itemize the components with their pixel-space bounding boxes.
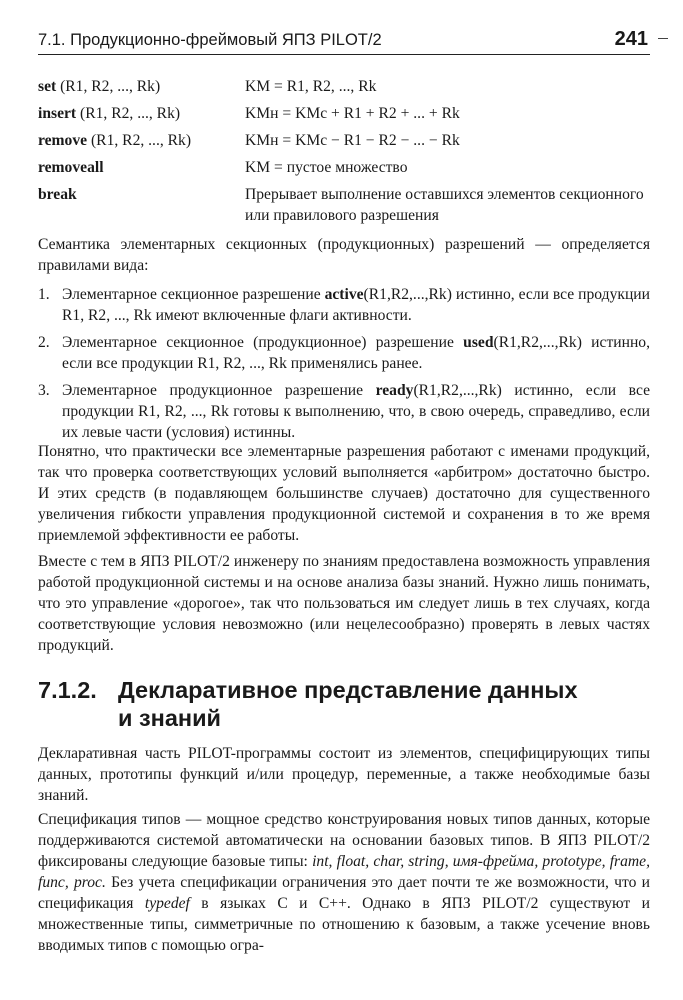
list-item — [38, 380, 650, 443]
body-paragraph: Понятно, что практически все элементарные разрешения работают с именами продукций, так что проверка соответствующих условий выполняется «арбитром» достаточно быстро. И этих средств (в подавляющем большинстве случаев) достаточно для существенного увеличения гибкости управления продукционной системой и сохранения в то же время приемлемой эффективности ее работы. — [38, 443, 650, 544]
body-paragraph — [38, 809, 650, 956]
rule-text-post: (R1,R2,...,Rk) истинно, если все продукции R1, R2, ..., Rk готовы к выполнению, что, в свою очередь, справедливо, если их левые части (условия) истинны. — [62, 382, 650, 441]
operation-signature — [38, 184, 245, 226]
operation-description: Прерывает выполнение оставшихся элементов секционного или правилового разрешения — [245, 186, 644, 224]
list-number: 2. — [38, 334, 50, 351]
operation-description: KM = пустое множество — [245, 159, 408, 176]
section-number: 7.1.2. — [38, 677, 97, 703]
operation-signature — [38, 157, 245, 178]
paragraph-arbiter — [38, 441, 650, 546]
list-text — [62, 380, 650, 443]
rule-text-post: (R1,R2,...,Rk) истинно, если все продукции R1, R2, ..., Rk имеют включенные флаги активности. — [62, 286, 650, 324]
operation-row — [38, 103, 650, 124]
paragraph-control — [38, 551, 650, 656]
base-types-list: int, float, char, string, имя-фрейма, prototype, frame, func, proc. — [38, 853, 650, 891]
operations-table — [38, 76, 650, 232]
section-title-line1: Декларативное представление данных — [118, 677, 578, 703]
list-number: 3. — [38, 382, 50, 399]
operation-signature — [38, 130, 245, 151]
operation-args: (R1, R2, ..., Rk) — [56, 78, 161, 95]
rule-text-pre: Элементарное продукционное разрешение — [62, 382, 376, 399]
operation-keyword: insert — [38, 105, 77, 122]
body-paragraph: Вместе с тем в ЯПЗ PILOT/2 инженеру по знаниям предоставлена возможность управления работой продукционной системы и на основе анализа базы знаний. Нужно лишь понимать, что это управление «дорогое», так что пользоваться им следует лишь в тех случаях, когда соответствующие условия невозможно (или нецелесообразно) проверять в левых частях продукций. — [38, 553, 650, 654]
rule-text-pre: Элементарное секционное (продукционное) разрешение — [62, 334, 464, 351]
operation-description: KMн = KMc − R1 − R2 − ... − Rk — [245, 132, 460, 149]
chapter-title: 7.1. Продукционно-фреймовый ЯПЗ PILOT/2 — [38, 31, 382, 49]
operation-keyword: remove — [38, 132, 88, 149]
types-text-b: Без учета спецификации ограничения это дает почти те же возможности, что и спецификация — [38, 874, 650, 912]
semantics-intro — [38, 234, 650, 276]
paragraph-declarative — [38, 743, 650, 806]
operation-keyword: set — [38, 78, 57, 95]
list-text — [62, 332, 650, 374]
list-item — [38, 284, 650, 326]
page-number: 241 — [614, 28, 648, 50]
operation-row — [38, 76, 650, 97]
rule-keyword: used — [463, 334, 494, 351]
margin-mark — [658, 38, 668, 39]
body-paragraph: Декларативная часть PILOT-программы состоит из элементов, специфицирующих типы данных, прототипы функций и/или процедур, переменные, а также необходимые базы знаний. — [38, 745, 650, 804]
running-head — [38, 28, 650, 55]
rule-text-pre: Элементарное секционное разрешение — [62, 286, 325, 303]
list-text — [62, 284, 650, 326]
rules-list — [38, 284, 650, 449]
operation-keyword: break — [38, 186, 77, 203]
operation-keyword: removeall — [38, 159, 104, 176]
types-text-a: Спецификация типов — мощное средство конструирования новых типов данных, которые поддерживаются системой автоматически на основании базовых типов. В ЯПЗ PILOT/2 фиксированы следующие базовые типы: — [38, 811, 650, 870]
section-heading-line1 — [38, 676, 658, 704]
section-title-line2: и знаний — [118, 705, 222, 731]
rule-keyword: ready — [375, 382, 414, 399]
operation-row — [38, 130, 650, 151]
rule-text-post: (R1,R2,...,Rk) истинно, если все продукции R1, R2, ..., Rk применялись ранее. — [62, 334, 650, 372]
section-heading — [38, 676, 658, 732]
operation-args: (R1, R2, ..., Rk) — [76, 105, 181, 122]
operation-args: (R1, R2, ..., Rk) — [87, 132, 192, 149]
operation-description: KMн = KMc + R1 + R2 + ... + Rk — [245, 105, 460, 122]
operation-signature — [38, 76, 245, 97]
types-text-c: в языках C и C++. Однако в ЯПЗ PILOT/2 существуют и множественные типы, симметричные по отношению к базовым, а также усечение вновь вводимых типов с помощью огра- — [38, 895, 650, 954]
intro-paragraph: Семантика элементарных секционных (продукционных) разрешений — определяется правилами вида: — [38, 236, 650, 274]
typedef-keyword: typedef — [144, 895, 190, 912]
rule-keyword: active — [324, 286, 364, 303]
paragraph-types — [38, 809, 650, 956]
list-item — [38, 332, 650, 374]
list-number: 1. — [38, 286, 50, 303]
operation-row — [38, 157, 650, 178]
operation-row — [38, 184, 650, 226]
operation-signature — [38, 103, 245, 124]
operation-description: KM = R1, R2, ..., Rk — [245, 78, 377, 95]
